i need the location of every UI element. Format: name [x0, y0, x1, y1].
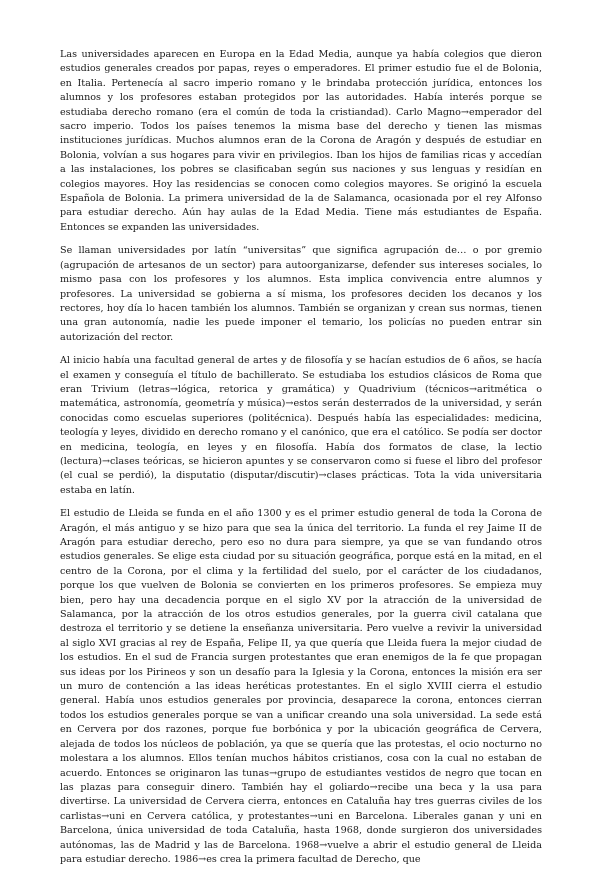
paragraph-etymology: Se llaman universidades por latín “universitas” que significa agrupación de… o por gremio (agrupación de artesanos de un sector) para autoorganizarse, defender sus intereses sociales, lo mismo pasa con los profesores y los alumnos. Esta implica convivencia entre alumnos y profesores. La universidad se gobierna a sí misma, los profesores deciden los decanos y los rectores, hoy día lo hacen también los alumnos. También se organizan y crean sus normas, tienen una gran autonomía, nadie les puede imponer el temario, los policías no pueden entrar sin autorización del rector.: [60, 245, 542, 343]
paragraph-studies: Al inicio había una facultad general de artes y de filosofía y se hacían estudios de 6 años, se hacía el examen y conseguía el título de bachillerato. Se estudiaba los estudios clásicos de Roma que eran Trivium (letras→lógica, retorica y gramática) y Quadrivium (técnicos→aritmética o matemática, astronomía, geometría y música)→estos serán desterrados de la universidad, y serán conocidas como escuelas superiores (politécnica). Después había las especialidades: medicina, teología y leyes, dividido en derecho romano y el canónico, que era el católico. Se podía ser doctor en medicina, teología, en leyes y en filosofía. Había dos formatos de clase, la lectio (lectura)→clases teóricas, se hicieron apuntes y se conservaron como si fuese el libro del profesor (el cual se perdió), la disputatio (disputar/discutir)→clases prácticas. Tota la vida universitaria estaba en latín.: [60, 355, 542, 496]
document-page: [60, 48, 542, 876]
paragraph-lleida: El estudio de Lleida se funda en el año 1300 y es el primer estudio general de toda la Corona de Aragón, el más antiguo y se hizo para que sea la única del territorio. La funda el rey Jaime II de Aragón para estudiar derecho, pero eso no dura para siempre, ya que se van fundando otros estudios generales. Se elige esta ciudad por su situación geográfica, porque está en la mitad, en el centro de la Corona, por el clima y la fertilidad del suelo, por el carácter de los ciudadanos, porque los que vuelven de Bolonia se convierten en los primeros profesores. Se empieza muy bien, pero hay una decadencia porque en el siglo XV por la atracción de la universidad de Salamanca, por la atracción de los otros estudios generales, por la guerra civil catalana que destroza el territorio y se detiene la enseñanza universitaria. Pero vuelve a revivir la universidad al siglo XVI gracias al rey de España, Felipe II, ya que quería que Lleida fuera la mejor ciudad de los estudios. En el sud de Francia surgen protestantes que eran enemigos de la fe que propagan sus ideas por los Pirineos y son un desafío para la Iglesia y la Corona, entonces la misión era ser un muro de contención a las ideas heréticas protestantes. En el siglo XVIII cierra el estudio general. Había unos estudios generales por provincia, desaparece la corona, entonces cierran todos los estudios generales porque se van a unificar creando una sola universidad. La sede está en Cervera por dos razones, porque fue borbónica y por la ubicación geográfica de Cervera, alejada de todos los núcleos de población, ya que se quería que las protestas, el ocio nocturno no molestara a los alumnos. Ellos tenían muchos hábitos cristianos, cosa con la cual no estaban de acuerdo. Entonces se originaron las tunas→grupo de estudiantes vestidos de negro que tocan en las plazas para conseguir dinero. También hay el goliardo→recibe una beca y la usa para divertirse. La universidad de Cervera cierra, entonces en Cataluña hay tres guerras civiles de los carlistas→uni en Cervera católica, y protestantes→uni en Barcelona. Liberales ganan y uni en Barcelona, única universidad de toda Cataluña, hasta 1968, donde surgieron dos universidades autónomas, las de Madrid y las de Barcelona. 1968→vuelve a abrir el estudio general de Lleida para estudiar derecho. 1986→es crea la primera facultad de Derecho, que: [60, 508, 542, 865]
paragraph-origins: Las universidades aparecen en Europa en la Edad Media, aunque ya había colegios que dieron estudios generales creados por papas, reyes o emperadores. El primer estudio fue el de Bolonia, en Italia. Pertenecía al sacro imperio romano y le brindaba protección jurídica, entonces los alumnos y los profesores estaban protegidos por las autoridades. Había interés porque se estudiaba derecho romano (era el común de toda la cristiandad). Carlo Magno→emperador del sacro imperio. Todos los países tenemos la misma base del derecho y tienen las mismas instituciones jurídicas. Muchos alumnos eran de la Corona de Aragón y después de estudiar en Bolonia, volvían a sus hogares para vivir en privilegios. Iban los hijos de familias ricas y accedían a las instalaciones, los pobres se clasificaban según sus naciones y sus lenguas y residían en colegios mayores. Hoy las residencias se conocen como colegios mayores. Se originó la escuela Española de Bolonia. La primera universidad de la de Salamanca, ocasionada por el rey Alfonso para estudiar derecho. Aún hay aulas de la Edad Media. Tiene más estudiantes de España. Entonces se expanden las universidades.: [60, 49, 542, 233]
